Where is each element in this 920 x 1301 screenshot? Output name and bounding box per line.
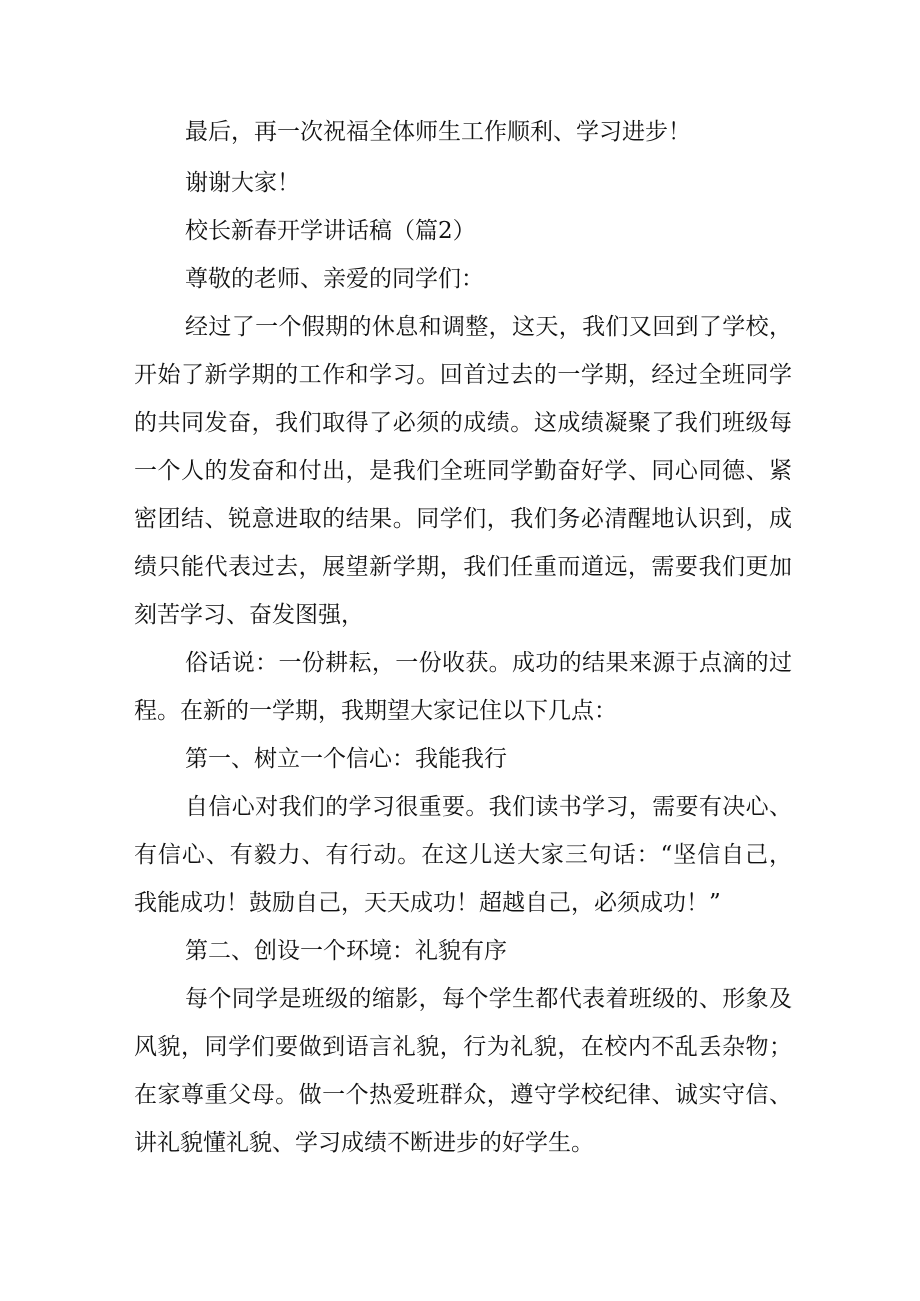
point-two-heading: 第二、创设一个环境：礼貌有序 bbox=[185, 938, 507, 964]
paragraph-1-line-7: 刻苦学习、奋发图强， bbox=[134, 602, 364, 628]
paragraph-3-line-3: 我能成功！鼓励自己，天天成功！超越自己，必须成功！” bbox=[134, 890, 721, 916]
paragraph-1-line-2: 开始了新学期的工作和学习。回首过去的一学期，经过全班同学 bbox=[134, 362, 792, 388]
section-title: 校长新春开学讲话稿（篇2） bbox=[185, 218, 476, 244]
paragraph-4-line-2: 风貌，同学们要做到语言礼貌，行为礼貌，在校内不乱丢杂物； bbox=[134, 1034, 792, 1060]
point-one-heading: 第一、树立一个信心：我能我行 bbox=[185, 746, 507, 772]
paragraph-1-line-4: 一个人的发奋和付出，是我们全班同学勤奋好学、同心同德、紧 bbox=[134, 458, 792, 484]
paragraph-4-line-4: 讲礼貌懂礼貌、学习成绩不断进步的好学生。 bbox=[134, 1130, 594, 1156]
paragraph-3-line-1: 自信心对我们的学习很重要。我们读书学习，需要有决心、 bbox=[185, 794, 792, 820]
closing-wish: 最后，再一次祝福全体师生工作顺利、学习进步！ bbox=[185, 119, 691, 145]
paragraph-3-line-2: 有信心、有毅力、有行动。在这儿送大家三句话：“坚信自己， bbox=[134, 842, 792, 868]
paragraph-2-line-1: 俗话说：一份耕耘，一份收获。成功的结果来源于点滴的过 bbox=[185, 650, 792, 676]
salutation: 尊敬的老师、亲爱的同学们： bbox=[185, 266, 484, 292]
paragraph-1-line-3: 的共同发奋，我们取得了必须的成绩。这成绩凝聚了我们班级每 bbox=[134, 410, 792, 436]
paragraph-1-line-1: 经过了一个假期的休息和调整，这天，我们又回到了学校， bbox=[185, 314, 792, 340]
thanks-line: 谢谢大家！ bbox=[185, 170, 300, 196]
paragraph-1-line-6: 绩只能代表过去，展望新学期，我们任重而道远，需要我们更加 bbox=[134, 554, 792, 580]
paragraph-2-line-2: 程。在新的一学期，我期望大家记住以下几点： bbox=[134, 698, 617, 724]
paragraph-4-line-1: 每个同学是班级的缩影，每个学生都代表着班级的、形象及 bbox=[185, 986, 792, 1012]
paragraph-1-line-5: 密团结、锐意进取的结果。同学们，我们务必清醒地认识到，成 bbox=[134, 506, 792, 532]
paragraph-4-line-3: 在家尊重父母。做一个热爱班群众，遵守学校纪律、诚实守信、 bbox=[134, 1082, 792, 1108]
